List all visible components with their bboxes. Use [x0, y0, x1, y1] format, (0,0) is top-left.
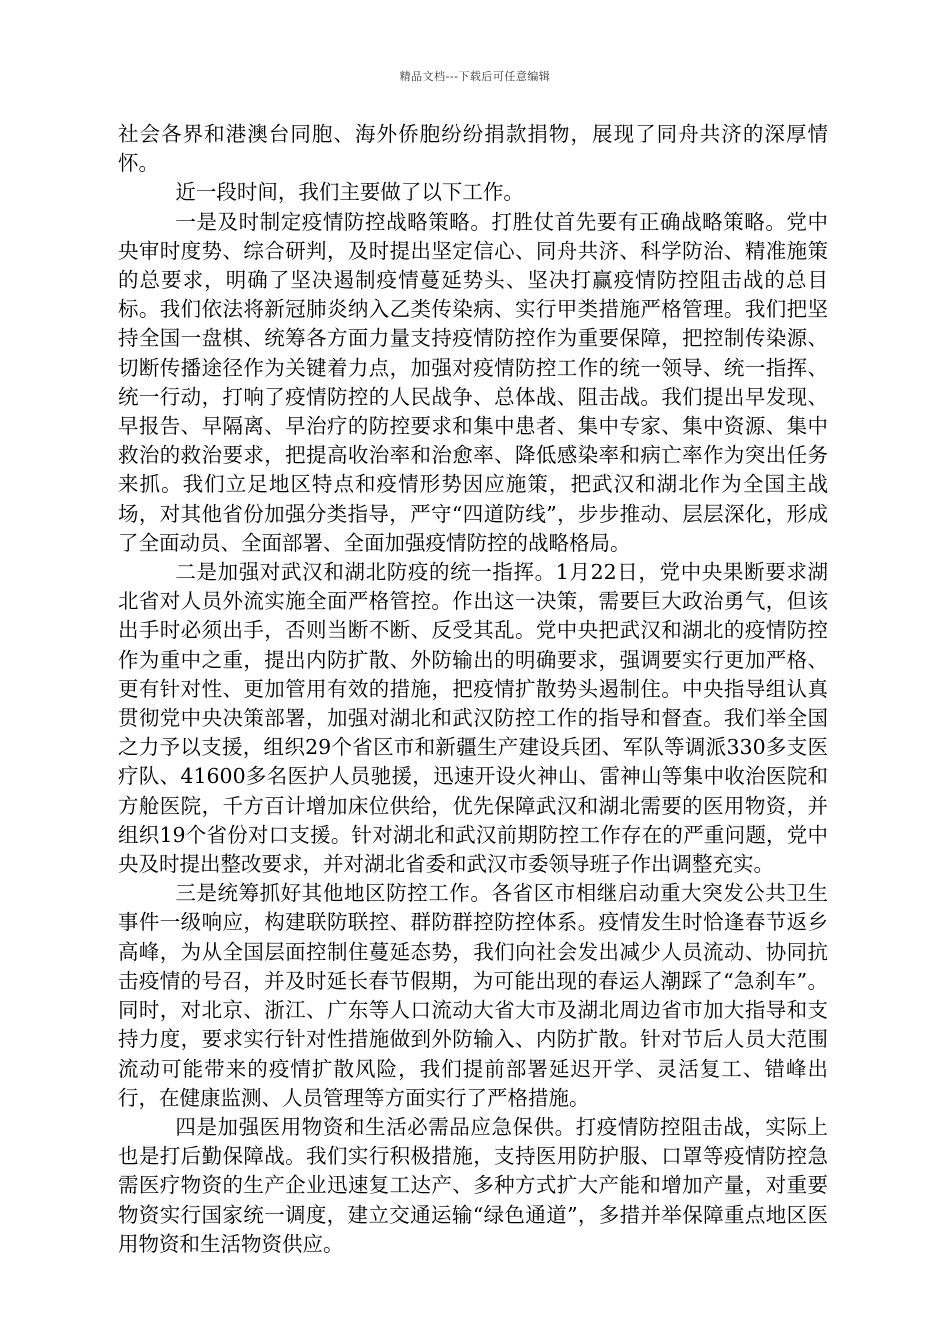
paragraph-supplies: 四是加强医用物资和生活必需品应急保供。打疫情防控阻击战，实际上也是打后勤保障战。我们实行积极措施，支持医用防护服、口罩等疫情防控急需医疗物资的生产企业迅速复工达产、多种方式扩大产能和增加产量，对重要物资实行国家统一调度，建立交通运输“绿色通道”，多措并举保障重点地区医用物资和生活物资供应。 [118, 1114, 828, 1256]
paragraph-intro-continuation: 社会各界和港澳台同胞、海外侨胞纷纷捐款捐物，展现了同舟共济的深厚情怀。 [118, 122, 828, 176]
header-note: 精品文档---下载后可任意编辑 [399, 70, 551, 83]
document-body [118, 120, 828, 1259]
paragraph-other-regions: 三是统筹抓好其他地区防控工作。各省区市相继启动重大突发公共卫生事件一级响应，构建联防联控、群防群控防控体系。疫情发生时恰逢春节返乡高峰，为从全国层面控制住蔓延态势，我们向社会发出减少人员流动、协同抗击疫情的号召，并及时延长春节假期，为可能出现的春运人潮踩了“急刹车”。同时，对北京、浙江、广东等人口流动大省大市及湖北周边省市加大指导和支持力度，要求实行针对性措施做到外防输入、内防扩散。针对节后人员大范围流动可能带来的疫情扩散风险，我们提前部署延迟开学、灵活复工、错峰出行，在健康监测、人员管理等方面实行了严格措施。 [118, 881, 828, 1110]
paragraph-wuhan-hubei: 二是加强对武汉和湖北防疫的统一指挥。1月22日，党中央果断要求湖北省对人员外流实施全面严格管控。作出这一决策，需要巨大政治勇气，但该出手时必须出手，否则当断不断、反受其乱。党中央把武汉和湖北的疫情防控作为重中之重，提出内防扩散、外防输出的明确要求，强调要实行更加严格、更有针对性、更加管用有效的措施，把疫情扩散势头遏制住。中央指导组认真贯彻党中央决策部署，加强对湖北和武汉防控工作的指导和督查。我们举全国之力予以支援，组织29个省区市和新疆生产建设兵团、军队等调派330多支医疗队、41600多名医护人员驰援，迅速开设火神山、雷神山等集中收治医院和方舱医院，千方百计增加床位供给，优先保障武汉和湖北需要的医用物资，并组织19个省份对口支援。针对湖北和武汉前期防控工作存在的严重问题，党中央及时提出整改要求，并对湖北省委和武汉市委领导班子作出调整充实。 [118, 560, 828, 877]
paragraph-work-summary: 近一段时间，我们主要做了以下工作。 [175, 180, 524, 205]
paragraph-strategy: 一是及时制定疫情防控战略策略。打胜仗首先要有正确战略策略。党中央审时度势、综合研判，及时提出坚定信心、同舟共济、科学防治、精准施策的总要求，明确了坚决遏制疫情蔓延势头、坚决打赢疫情防控阻击战的总目标。我们依法将新冠肺炎纳入乙类传染病、实行甲类措施严格管理。我们把坚持全国一盘棋、统筹各方面力量支持疫情防控作为重要保障，把控制传染源、切断传播途径作为关键着力点，加强对疫情防控工作的统一领导、统一指挥、统一行动，打响了疫情防控的人民战争、总体战、阻击战。我们提出早发现、早报告、早隔离、早治疗的防控要求和集中患者、集中专家、集中资源、集中救治的救治要求，把提高收治率和治愈率、降低感染率和病亡率作为突出任务来抓。我们立足地区特点和疫情形势因应施策，把武汉和湖北作为全国主战场，对其他省份加强分类指导，严守“四道防线”，步步推动、层层深化，形成了全面动员、全面部署、全面加强疫情防控的战略格局。 [118, 209, 828, 555]
